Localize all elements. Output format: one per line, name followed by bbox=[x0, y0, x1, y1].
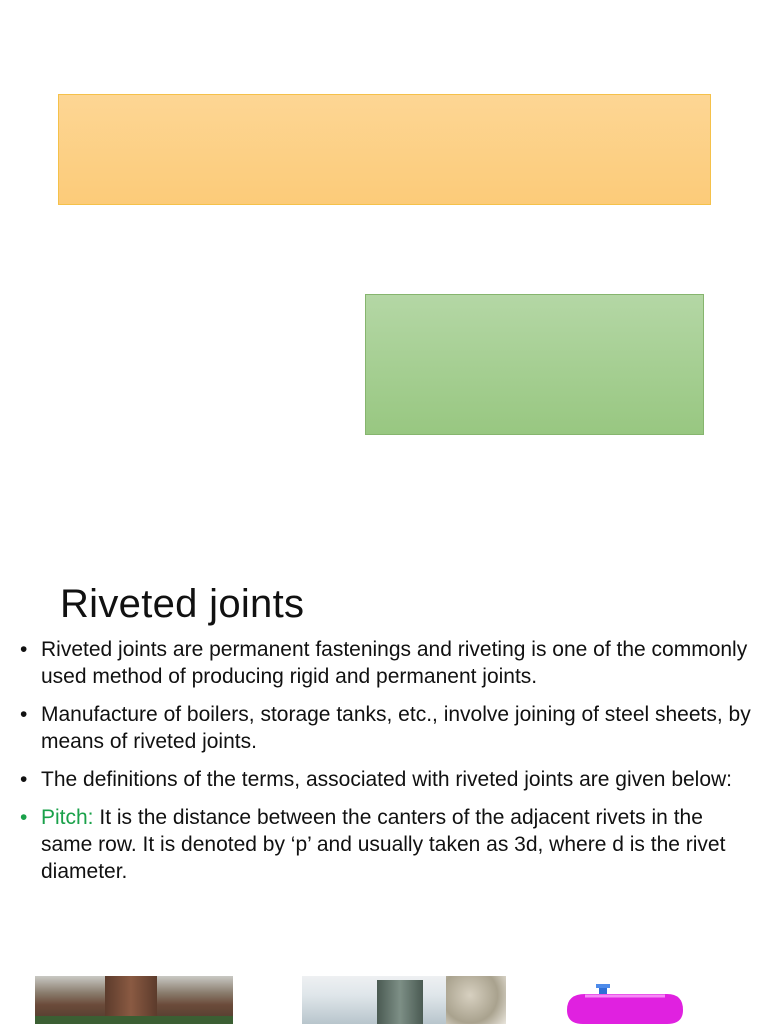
bullet-item bbox=[20, 804, 755, 885]
pitch-term: Pitch: bbox=[41, 806, 94, 829]
green-highlight-box bbox=[365, 294, 704, 435]
bullet-list bbox=[20, 636, 755, 896]
bullet-text: It is the distance between the canters of the adjacent rivets in the same row. It is denoted by ‘p’ and usually taken as 3d, where d is the rivet diameter. bbox=[41, 806, 726, 883]
bullet-text: Manufacture of boilers, storage tanks, etc., involve joining of steel sheets, by means of riveted joints. bbox=[41, 703, 751, 753]
bullet-text: The definitions of the terms, associated with riveted joints are given below: bbox=[41, 768, 733, 791]
bullet-dot: • bbox=[20, 638, 28, 661]
slide-title: Riveted joints bbox=[60, 582, 305, 626]
bullet-item bbox=[20, 701, 755, 755]
orange-highlight-box bbox=[58, 94, 711, 205]
tank-dome-shape bbox=[377, 980, 423, 1024]
bullet-text: Riveted joints are permanent fastenings and riveting is one of the commonly used method of producing rigid and permanent joints. bbox=[41, 638, 748, 688]
tank-tree-shape bbox=[446, 976, 506, 1024]
riveted-boiler-photo bbox=[35, 976, 233, 1024]
vessel-nozzle-cap bbox=[596, 984, 610, 988]
bullet-dot: • bbox=[20, 768, 28, 791]
vessel-body bbox=[567, 994, 683, 1024]
bullet-dot: • bbox=[20, 703, 28, 726]
bullet-dot: • bbox=[20, 806, 28, 829]
bullet-item bbox=[20, 766, 755, 793]
pressure-vessel-image bbox=[563, 984, 687, 1024]
bullet-item bbox=[20, 636, 755, 690]
storage-tank-photo bbox=[302, 976, 506, 1024]
boiler-ground-strip bbox=[35, 1016, 233, 1024]
